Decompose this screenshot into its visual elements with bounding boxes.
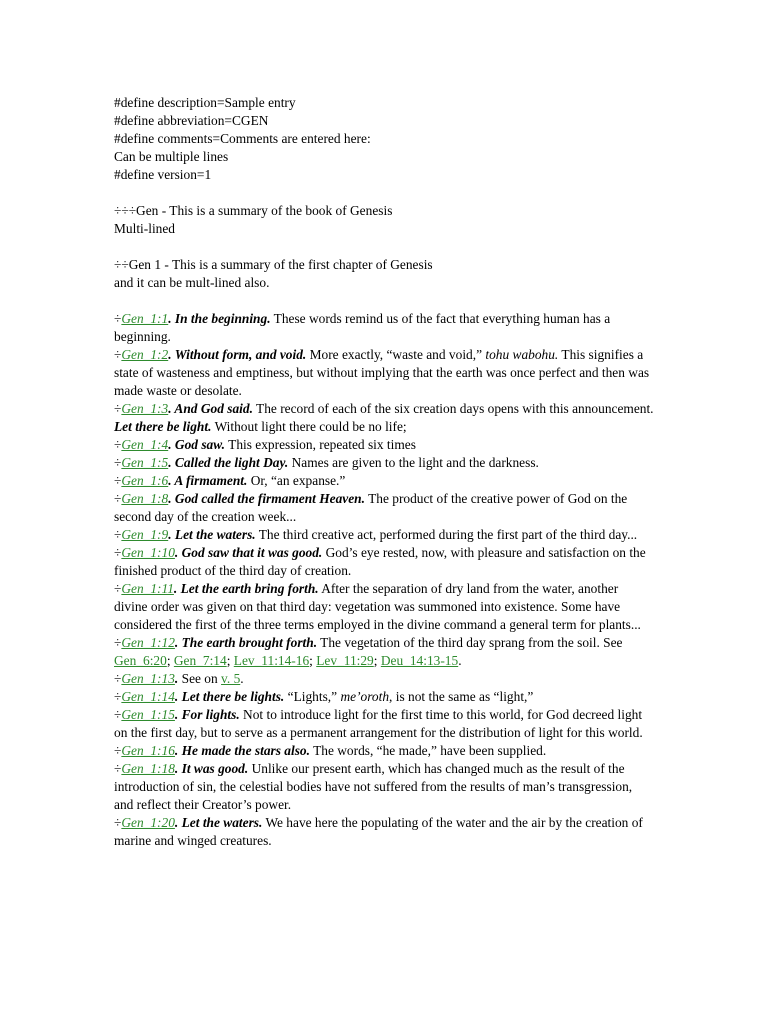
verse-ref-link[interactable]: Gen_1:12 [121, 635, 175, 650]
verse-entry: ÷Gen_1:3. And God said. The record of each of the six creation days opens with this announcement. [114, 401, 654, 416]
verse-comment: Or, “an expanse.” [250, 473, 346, 488]
verse-heading: God called the firmament Heaven. [174, 491, 365, 506]
define-line: #define comments=Comments are entered here: [114, 131, 371, 146]
verse-heading: God saw. [174, 437, 226, 452]
verse-entry: ÷Gen_1:1. In the beginning. These words remind us of the fact that everything human has a beginning. [114, 311, 611, 344]
hebrew-term: tohu wabohu. [485, 347, 559, 362]
define-line: #define version=1 [114, 167, 212, 182]
verse-ref-link[interactable]: Gen_1:10 [121, 545, 175, 560]
verse-comment: “Lights,” [287, 689, 341, 704]
verse-entry: ÷Gen_1:20. Let the waters. We have here the populating of the water and the air by the creation of marine and winged creatures. [114, 815, 643, 848]
verse-heading: A firmament. [174, 473, 248, 488]
verse-heading: For lights. [181, 707, 240, 722]
book-summary [114, 202, 654, 238]
verse-heading: He made the stars also. [181, 743, 310, 758]
verse-heading: Called the light Day. [174, 455, 289, 470]
verse-heading: The earth brought forth. [181, 635, 318, 650]
verse-marker: ÷ [114, 743, 122, 758]
verse-heading: God saw that it was good. [181, 545, 323, 560]
verse-comment: The vegetation of the third day sprang from the soil. See [320, 635, 623, 650]
verse-heading: It was good. [181, 761, 249, 776]
verse-comment: The product of the creative power of God on the second day of the creation week... [114, 491, 628, 524]
verse-comment: The words, “he made,” have been supplied. [313, 743, 547, 758]
verse-ref-link[interactable]: Gen_1:3 [121, 401, 169, 416]
verse-entry: ÷Gen_1:15. For lights. Not to introduce light for the first time to this world, for God decreed light on the first day, but to serve as a permanent arrangement for the distribution of light for this world. [114, 707, 643, 740]
verse-ref-link[interactable]: Gen_1:11 [121, 581, 174, 596]
verse-heading: And God said. [174, 401, 253, 416]
verse-entry: ÷Gen_1:14. Let there be lights. “Lights,” me’oroth, is not the same as “light,” [114, 689, 534, 704]
hebrew-term: me’oroth [340, 689, 390, 704]
document-page [114, 94, 654, 850]
verse-marker: ÷ [114, 311, 122, 326]
verse-ref-link[interactable]: Gen_1:8 [121, 491, 169, 506]
verse-entry: ÷Gen_1:11. Let the earth bring forth. After the separation of dry land from the water, another divine order was given on that third day: vegetation was summoned into existence. Some have considered the first of the three terms employed in the divine command a general term for plants... [114, 581, 641, 632]
verse-entry: ÷Gen_1:12. The earth brought forth. The vegetation of the third day sprang from the soil. See Gen_6:20; Gen_7:14; Lev_11:14-16; Lev_11:29; Deu_14:13-15. [114, 635, 623, 668]
verse-entry: ÷Gen_1:6. A firmament. Or, “an expanse.” [114, 473, 346, 488]
verse-comment: More exactly, “waste and void,” [309, 347, 486, 362]
cross-ref-link[interactable]: Lev_11:14-16 [233, 653, 310, 668]
verse-entry: ÷Gen_1:18. It was good. Unlike our present earth, which has changed much as the result of the introduction of sin, the celestial bodies have not suffered from the results of man’s transgression, and reflect their Creator’s power. [114, 761, 633, 812]
verse-comment: Without light there could be no life; [214, 419, 407, 434]
verse-comment: , is not the same as “light,” [389, 689, 534, 704]
verse-ref-link[interactable]: Gen_1:16 [121, 743, 175, 758]
verse-comment: These words remind us of the fact that everything human has a beginning. [114, 311, 611, 344]
verse-marker: ÷ [114, 815, 122, 830]
define-line: #define abbreviation=CGEN [114, 113, 269, 128]
verse-marker: ÷ [114, 689, 122, 704]
verse-marker: ÷ [114, 347, 122, 362]
verse-comment: The record of each of the six creation days opens with this announcement. [256, 401, 654, 416]
verse-marker: ÷ [114, 491, 122, 506]
verse-ref-link[interactable]: Gen_1:5 [121, 455, 169, 470]
verse-marker: ÷ [114, 401, 122, 416]
verse-marker: ÷ [114, 635, 122, 650]
verse-ref-link[interactable]: Gen_1:18 [121, 761, 175, 776]
verse-ref-link[interactable]: Gen_1:13 [121, 671, 175, 686]
verse-entry [114, 418, 654, 436]
verse-entry: ÷Gen_1:4. God saw. This expression, repeated six times [114, 437, 416, 452]
verse-ref-link[interactable]: Gen_1:1 [121, 311, 169, 326]
verse-comment: God’s eye rested, now, with pleasure and satisfaction on the finished product of the third day of creation. [114, 545, 646, 578]
verse-ref-link[interactable]: Gen_1:9 [121, 527, 169, 542]
cross-ref-link[interactable]: Deu_14:13-15 [380, 653, 459, 668]
verse-comment: This signifies a state of wasteness and emptiness, but without implying that the earth was once perfect and then was made waste or desolate. [114, 347, 650, 398]
verse-marker: ÷ [114, 581, 122, 596]
verse-marker: ÷ [114, 473, 122, 488]
verse-comment: Not to introduce light for the first time to this world, for God decreed light on the first day, but to serve as a permanent arrangement for the distribution of light for this world. [114, 707, 643, 740]
verse-entry: ÷Gen_1:5. Called the light Day. Names are given to the light and the darkness. [114, 455, 539, 470]
verse-heading: Let there be lights. [181, 689, 285, 704]
chapter-summary-line: and it can be mult-lined also. [114, 275, 270, 290]
verse-heading: In the beginning. [174, 311, 271, 326]
verse-entry: ÷Gen_1:8. God called the firmament Heaven. The product of the creative power of God on the second day of the creation week... [114, 491, 628, 524]
verse-comment: Names are given to the light and the darkness. [291, 455, 539, 470]
verse-comment: See on [181, 671, 222, 686]
verse-heading: Without form, and void. [174, 347, 307, 362]
cross-ref-link[interactable]: v. 5 [221, 671, 241, 686]
verse-entry: ÷Gen_1:13. See on v. 5. [114, 671, 244, 686]
verse-heading: Let the waters. [174, 527, 256, 542]
verse-heading: Let the earth bring forth. [180, 581, 319, 596]
verse-heading: Let the waters. [181, 815, 263, 830]
chapter-summary [114, 256, 654, 292]
define-line: Can be multiple lines [114, 149, 229, 164]
cross-ref-link[interactable]: Lev_11:29 [316, 653, 374, 668]
define-line: #define description=Sample entry [114, 95, 296, 110]
verse-ref-link[interactable]: Gen_1:20 [121, 815, 175, 830]
verse-entry: ÷Gen_1:2. Without form, and void. More exactly, “waste and void,” tohu wabohu. This signifies a state of wasteness and emptiness, but without implying that the earth was once perfect and then was made waste or desolate. [114, 347, 650, 398]
define-block [114, 94, 654, 184]
cross-ref-link[interactable]: Gen_7:14 [173, 653, 227, 668]
verse-entry: ÷Gen_1:16. He made the stars also. The words, “he made,” have been supplied. [114, 743, 547, 758]
verse-marker: ÷ [114, 545, 122, 560]
verse-ref-link[interactable]: Gen_1:2 [121, 347, 169, 362]
verse-marker: ÷ [114, 527, 122, 542]
verse-marker: ÷ [114, 455, 122, 470]
verse-entries [114, 310, 654, 850]
verse-heading: Let there be light. [114, 419, 212, 434]
verse-comment: The third creative act, performed during the first part of the third day... [258, 527, 638, 542]
verse-comment: This expression, repeated six times [228, 437, 416, 452]
verse-comment: We have here the populating of the water and the air by the creation of marine and winged creatures. [114, 815, 643, 848]
verse-marker: ÷ [114, 671, 122, 686]
verse-comment: After the separation of dry land from the water, another divine order was given on that third day: vegetation was summoned into existence. Some have considered the first of the three terms employed in the divine command a general term for plants... [114, 581, 641, 632]
verse-marker: ÷ [114, 707, 122, 722]
verse-ref-link[interactable]: Gen_1:15 [121, 707, 175, 722]
book-summary-line: Multi-lined [114, 221, 175, 236]
cross-ref-link[interactable]: Gen_6:20 [114, 653, 167, 668]
verse-ref-link[interactable]: Gen_1:6 [121, 473, 169, 488]
verse-comment: Unlike our present earth, which has changed much as the result of the introduction of sin, the celestial bodies have not suffered from the results of man’s transgression, and reflect their Creator’s power. [114, 761, 633, 812]
book-summary-line: ÷÷÷Gen - This is a summary of the book of Genesis [114, 203, 393, 218]
verse-ref-link[interactable]: Gen_1:4 [121, 437, 169, 452]
verse-entry: ÷Gen_1:9. Let the waters. The third creative act, performed during the first part of the third day... [114, 527, 638, 542]
verse-ref-link[interactable]: Gen_1:14 [121, 689, 175, 704]
chapter-summary-line: ÷÷Gen 1 - This is a summary of the first chapter of Genesis [114, 257, 433, 272]
verse-marker: ÷ [114, 437, 122, 452]
verse-marker: ÷ [114, 761, 122, 776]
verse-entry: ÷Gen_1:10. God saw that it was good. God’s eye rested, now, with pleasure and satisfaction on the finished product of the third day of creation. [114, 545, 646, 578]
